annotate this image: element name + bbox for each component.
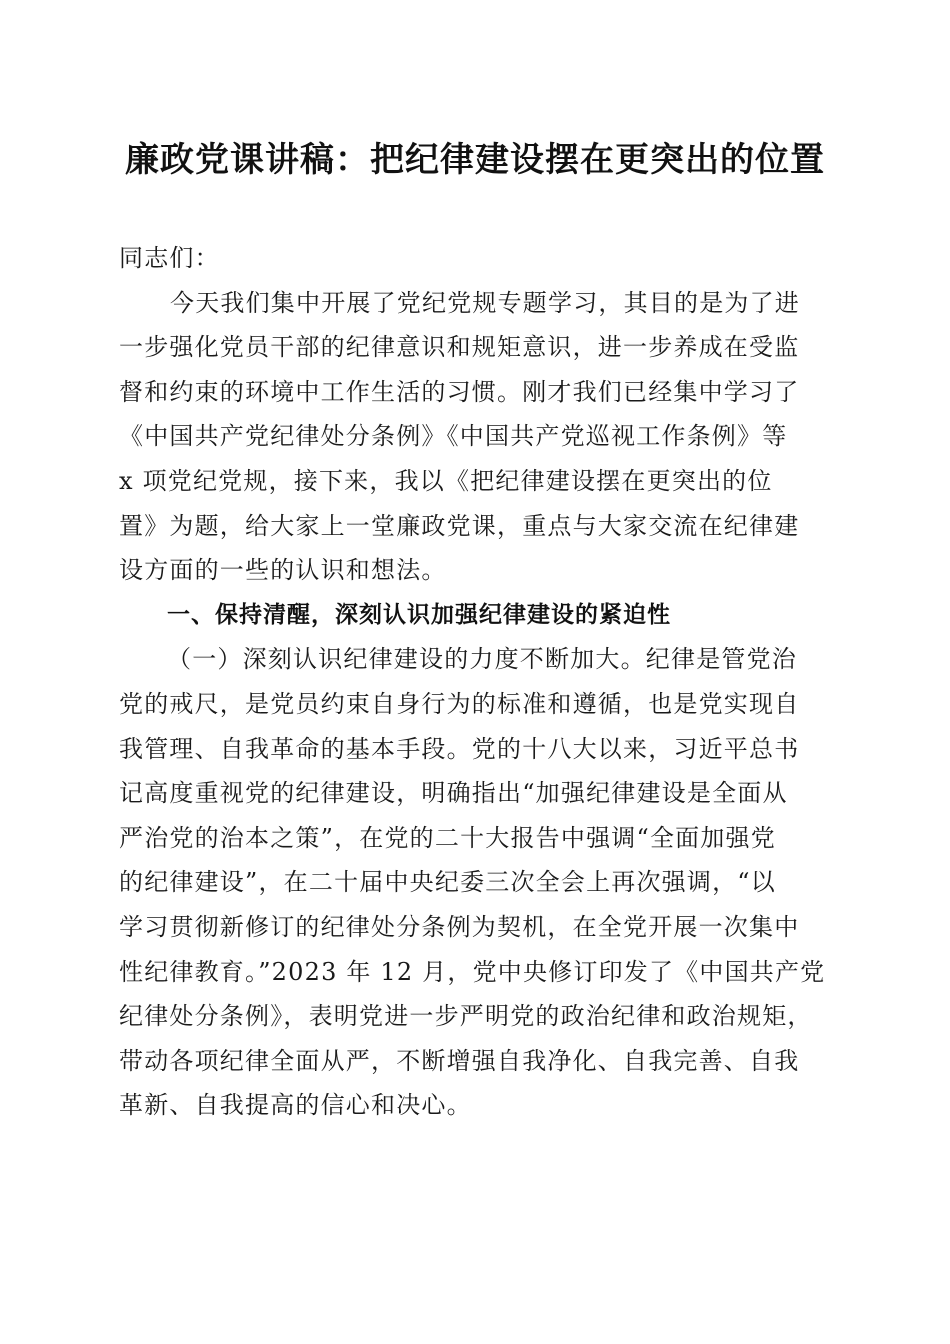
section-line: 严治党的治本之策”，在党的二十大报告中强调“全面加强党 bbox=[119, 823, 776, 852]
intro-line: 《中国共产党纪律处分条例》《中国共产党巡视工作条例》等 bbox=[119, 422, 788, 451]
intro-line: 督和约束的环境中工作生活的习惯。刚才我们已经集中学习了 bbox=[119, 377, 800, 406]
section-line: 带动各项纪律全面从严，不断增强自我净化、自我完善、自我 bbox=[119, 1046, 800, 1075]
salutation: 同志们： bbox=[119, 244, 220, 272]
intro-line: x 项党纪党规，接下来，我以《把纪律建设摆在更突出的位 bbox=[119, 466, 773, 495]
section-line: 革新、自我提高的信心和决心。 bbox=[119, 1091, 472, 1120]
section-line: 党的戒尺，是党员约束自身行为的标准和遵循，也是党实现自 bbox=[119, 689, 800, 718]
document-body bbox=[119, 236, 831, 1128]
section-line: 记高度重视党的纪律建设，明确指出“加强纪律建设是全面从 bbox=[119, 779, 788, 808]
section-heading: 一、保持清醒，深刻认识加强纪律建设的紧迫性 bbox=[167, 601, 671, 628]
section-line: 纪律处分条例》，表明党进一步严明党的政治纪律和政治规矩， bbox=[119, 1002, 813, 1031]
section-line: 的纪律建设”，在二十届中央纪委三次全会上再次强调，“以 bbox=[119, 868, 776, 897]
section-line: 我管理、自我革命的基本手段。党的十八大以来，习近平总书 bbox=[119, 734, 800, 763]
section-line: （一）深刻认识纪律建设的力度不断加大。纪律是管党治 bbox=[167, 645, 797, 674]
document-title: 廉政党课讲稿：把纪律建设摆在更突出的位置 bbox=[125, 140, 825, 180]
intro-line: 一步强化党员干部的纪律意识和规矩意识，进一步养成在受监 bbox=[119, 333, 800, 362]
intro-line: 今天我们集中开展了党纪党规专题学习，其目的是为了进 bbox=[170, 288, 800, 317]
section-line: 性纪律教育。”2023 年 12 月，党中央修订印发了《中国共产党 bbox=[119, 957, 826, 986]
section-line: 学习贯彻新修订的纪律处分条例为契机，在全党开展一次集中 bbox=[119, 912, 800, 941]
intro-line: 设方面的一些的认识和想法。 bbox=[119, 556, 447, 585]
intro-line: 置》为题，给大家上一堂廉政党课，重点与大家交流在纪律建 bbox=[119, 511, 800, 540]
